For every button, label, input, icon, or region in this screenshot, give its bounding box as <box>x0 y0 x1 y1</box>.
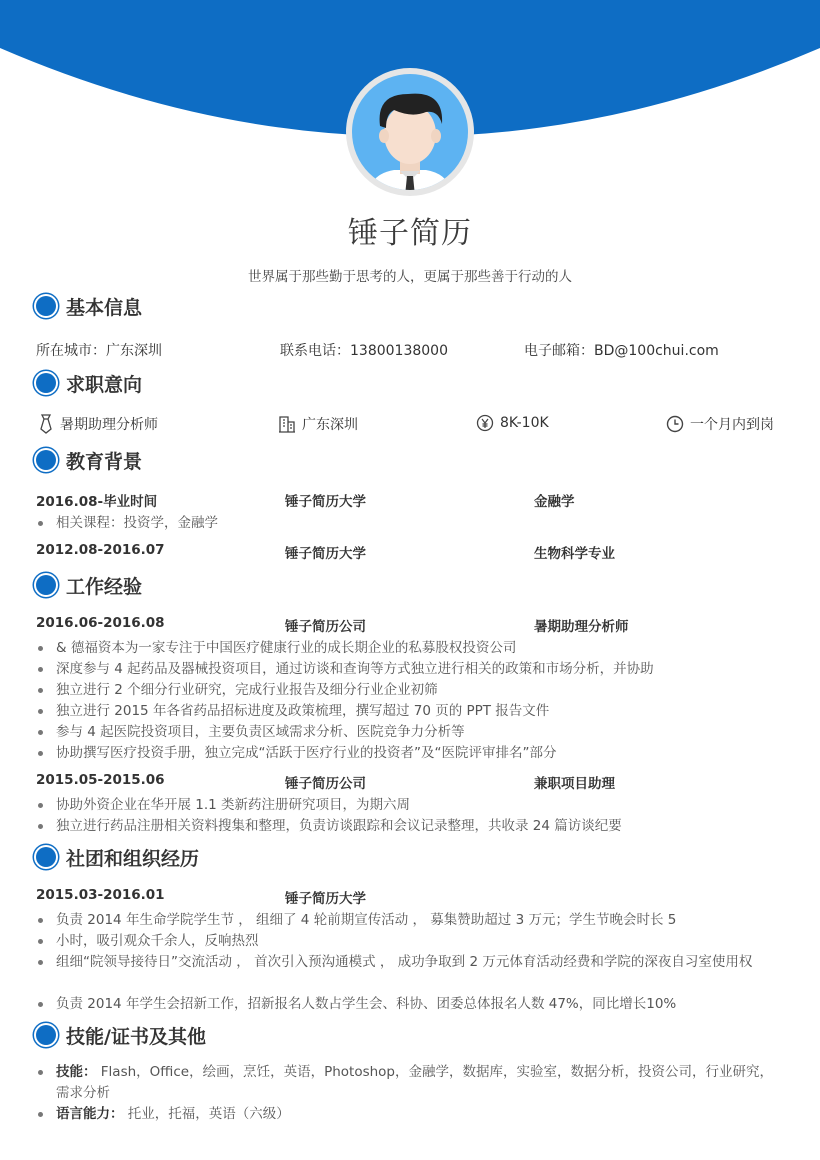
edu-major: 金融学 <box>534 494 575 510</box>
intent-position <box>38 414 158 434</box>
intent-position-text: 暑期助理分析师 <box>60 417 158 433</box>
work-title: 兼职项目助理 <box>534 776 615 792</box>
yen-coin-icon <box>476 414 494 432</box>
section-club <box>34 844 199 870</box>
language-item <box>38 1104 290 1125</box>
club-time: 2015.03-2016.01 <box>36 887 165 903</box>
section-title: 教育背景 <box>66 450 143 473</box>
list-item: 独立进行 2015 年各省药品招标进度及政策梳理，撰写超过 70 页的 PPT 报告文件 <box>38 701 549 722</box>
section-education <box>34 447 142 473</box>
motto: 世界属于那些勤于思考的人，更属于那些善于行动的人 <box>248 269 572 285</box>
intent-city-text: 广东深圳 <box>302 417 358 433</box>
intent-availability <box>666 414 774 434</box>
section-title: 基本信息 <box>66 296 143 319</box>
club-org: 锤子简历大学 <box>285 891 366 907</box>
section-basic-info <box>34 293 142 319</box>
building-icon <box>278 415 296 433</box>
edu-time: 2012.08-2016.07 <box>36 542 165 558</box>
basic-city: 所在城市：广东深圳 <box>36 343 162 359</box>
intent-city <box>278 414 358 434</box>
section-dot-icon <box>36 450 56 470</box>
section-title: 工作经验 <box>66 575 143 598</box>
section-skills <box>34 1022 206 1048</box>
basic-email: 电子邮箱：BD@100chui.com <box>524 343 719 359</box>
section-dot-icon <box>36 296 56 316</box>
section-job-intent <box>34 370 142 396</box>
list-item: 参与 4 起医院投资项目，主要负责区域需求分析、医院竞争力分析等 <box>38 722 465 743</box>
work-time: 2015.05-2015.06 <box>36 772 165 788</box>
work-time: 2016.06-2016.08 <box>36 615 165 631</box>
list-item: 深度参与 4 起药品及器械投资项目，通过访谈和查询等方式独立进行相关的政策和市场分析，并协助 <box>38 659 654 680</box>
list-item: 负责 2014 年生命学院学生节 ， 组细了 4 轮前期宣传活动 ， 募集赞助超过 3 万元；学生节晚会时长 5 <box>38 910 676 931</box>
section-dot-icon <box>36 1025 56 1045</box>
list-item: 协助外资企业在华开展 1.1 类新药注册研究项目，为期六周 <box>38 795 410 816</box>
edu-major: 生物科学专业 <box>534 546 615 562</box>
section-work <box>34 572 142 598</box>
list-item: 组细“院领导接待日”交流活动 ， 首次引入预沟通模式 ， 成功争取到 2 万元体育活动经费和学院的深夜自习室使用权 <box>38 952 782 973</box>
tie-icon <box>38 414 54 434</box>
basic-phone: 联系电话：13800138000 <box>280 343 448 359</box>
list-item: 小时，吸引观众千余人，反响热烈 <box>38 931 259 952</box>
work-company: 锤子简历公司 <box>285 619 366 635</box>
intent-salary-text: 8K-10K <box>500 415 549 431</box>
language-label: 语言能力： <box>56 1106 124 1122</box>
work-title: 暑期助理分析师 <box>534 619 629 635</box>
list-item: 相关课程：投资学，金融学 <box>38 513 218 534</box>
edu-time: 2016.08-毕业时间 <box>36 494 158 510</box>
edu-school: 锤子简历大学 <box>285 546 366 562</box>
skills-item <box>38 1062 782 1104</box>
list-item: 负责 2014 年学生会招新工作，招新报名人数占学生会、科协、团委总体报名人数 47%，同比增长10% <box>38 994 676 1015</box>
intent-availability-text: 一个月内到岗 <box>690 417 774 433</box>
avatar <box>346 68 474 196</box>
section-title: 技能/证书及其他 <box>66 1025 206 1048</box>
list-item: 独立进行 2 个细分行业研究，完成行业报告及细分行业企业初筛 <box>38 680 438 701</box>
section-title: 社团和组织经历 <box>66 847 200 870</box>
work-company: 锤子简历公司 <box>285 776 366 792</box>
intent-salary <box>476 414 549 432</box>
section-dot-icon <box>36 575 56 595</box>
language-text: 托业，托福，英语（六级） <box>123 1106 290 1122</box>
section-title: 求职意向 <box>66 373 143 396</box>
skills-label: 技能： <box>56 1064 97 1080</box>
edu-school: 锤子简历大学 <box>285 494 366 510</box>
list-item: 协助撰写医疗投资手册，独立完成“活跃于医疗行业的投资者”及“医院评审排名”部分 <box>38 743 556 764</box>
skills-text: Flash，Office，绘画，烹饪，英语，Photoshop，金融学，数据库，实验室，数据分析，投资公司，行业研究，需求分析 <box>56 1064 774 1101</box>
list-item: 独立进行药品注册相关资料搜集和整理，负责访谈跟踪和会议记录整理，共收录 24 篇访谈纪要 <box>38 816 622 837</box>
section-dot-icon <box>36 373 56 393</box>
list-item: & 德福资本为一家专注于中国医疗健康行业的成长期企业的私募股权投资公司 <box>38 638 516 659</box>
clock-icon <box>666 415 684 433</box>
section-dot-icon <box>36 847 56 867</box>
candidate-name: 锤子简历 <box>348 216 472 251</box>
